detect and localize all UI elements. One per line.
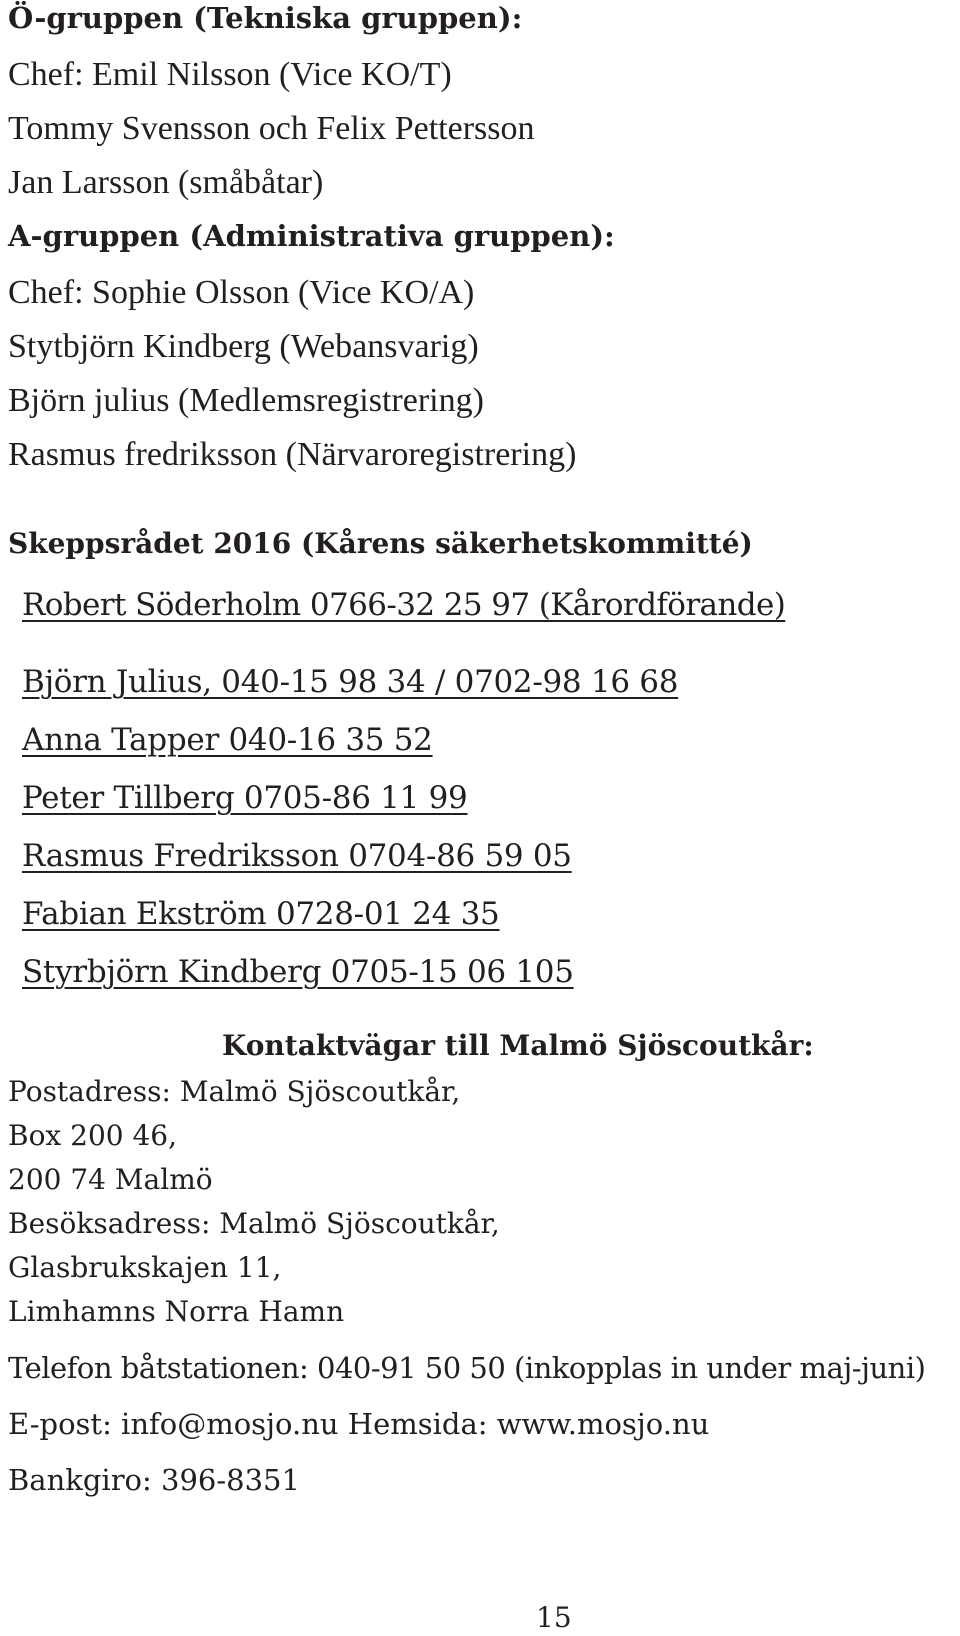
bankgiro-line: Bankgiro: 396-8351 — [8, 1463, 300, 1497]
skeppsradet-member: Styrbjörn Kindberg 0705-15 06 105 — [22, 954, 574, 990]
ogruppen-line-chef: Chef: Emil Nilsson (Vice KO/T) — [8, 56, 452, 93]
besoksadress-line: Besöksadress: Malmö Sjöscoutkår, — [8, 1207, 500, 1240]
telefon-line: Telefon båtstationen: 040-91 50 50 (inkopplas in under maj-juni) — [8, 1351, 926, 1385]
skeppsradet-member: Fabian Ekström 0728-01 24 35 — [22, 896, 500, 932]
kontakt-heading: Kontaktvägar till Malmö Sjöscoutkår: — [222, 1029, 814, 1062]
besoksadress-street: Glasbrukskajen 11, — [8, 1251, 282, 1284]
agruppen-line-web: Stytbjörn Kindberg (Webansvarig) — [8, 328, 479, 365]
postadress-box: Box 200 46, — [8, 1119, 177, 1152]
agruppen-heading: A-gruppen (Administrativa gruppen): — [8, 219, 615, 253]
skeppsradet-member: Anna Tapper 040-16 35 52 — [22, 722, 433, 758]
epost-line: E-post: info@mosjo.nu Hemsida: www.mosjo.nu — [8, 1407, 710, 1441]
skeppsradet-heading: Skeppsrådet 2016 (Kårens säkerhetskommitté) — [8, 527, 753, 560]
skeppsradet-member: Björn Julius, 040-15 98 34 / 0702-98 16 68 — [22, 664, 679, 700]
skeppsradet-member: Robert Söderholm 0766-32 25 97 (Kårordförande) — [22, 587, 786, 623]
besoksadress-area: Limhamns Norra Hamn — [8, 1295, 345, 1328]
agruppen-line-chef: Chef: Sophie Olsson (Vice KO/A) — [8, 274, 475, 311]
postadress-line: Postadress: Malmö Sjöscoutkår, — [8, 1075, 461, 1108]
ogruppen-line-members: Tommy Svensson och Felix Pettersson — [8, 110, 535, 147]
page-number: 15 — [536, 1601, 572, 1634]
agruppen-line-medlem: Björn julius (Medlemsregistrering) — [8, 382, 484, 419]
ogruppen-line-smabatar: Jan Larsson (småbåtar) — [8, 164, 324, 201]
skeppsradet-member: Rasmus Fredriksson 0704-86 59 05 — [22, 838, 572, 874]
ogruppen-heading: Ö-gruppen (Tekniska gruppen): — [8, 1, 523, 35]
postadress-city: 200 74 Malmö — [8, 1163, 213, 1196]
skeppsradet-member: Peter Tillberg 0705-86 11 99 — [22, 780, 468, 816]
agruppen-line-narvaro: Rasmus fredriksson (Närvaroregistrering) — [8, 436, 577, 473]
